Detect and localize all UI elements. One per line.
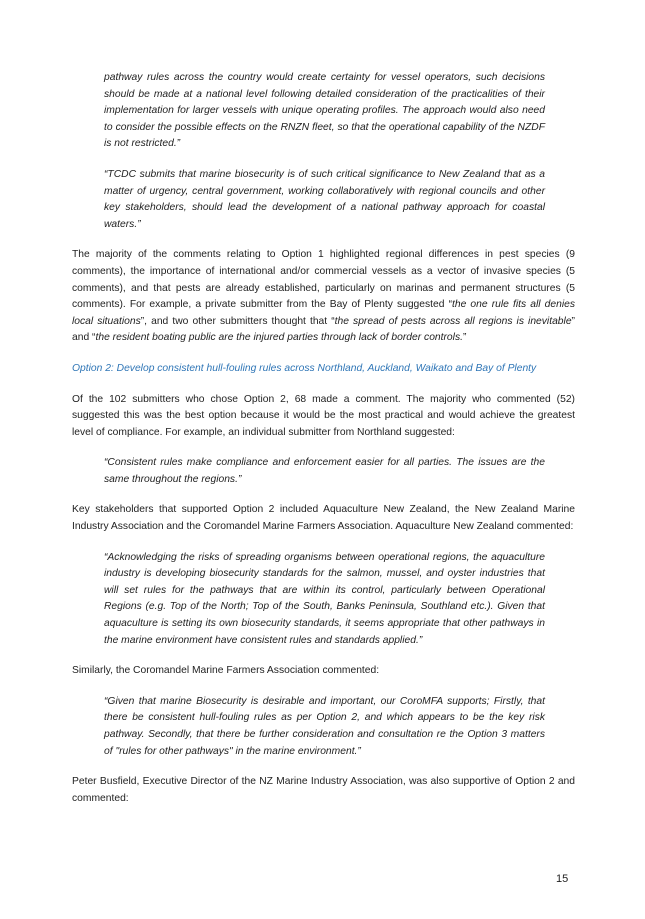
document-page <box>72 70 575 807</box>
page-number: 15 <box>556 873 569 885</box>
italic-quote-run: the one rule fits all denies local situations <box>72 299 575 327</box>
paragraph-coromandel-intro: Similarly, the Coromandel Marine Farmers Association commented: <box>72 665 380 677</box>
text-run: ” and “ <box>72 315 575 344</box>
paragraph-peter-busfield: Peter Busfield, Executive Director of the NZ Marine Industry Association, was also supportive of Option 2 and commented: <box>72 776 575 804</box>
quote-nzdf: pathway rules across the country would create certainty for vessel operators, such decisions should be made at a national level following detailed consideration of the practicalities of their implementation for larger vessels with unique operating profiles. The approach would also need to consider the possible effects on the RNZN fleet, so that the operational capability of the NZDF is not restricted.” <box>104 72 545 150</box>
text-run: ”, and two other submitters thought that “ <box>140 315 335 327</box>
paragraph-key-stakeholders: Key stakeholders that supported Option 2 included Aquaculture New Zealand, the New Zealand Marine Industry Association and the Coromandel Marine Farmers Association. Aquaculture New Zealand commented: <box>72 504 575 533</box>
text-run: The majority of the comments relating to Option 1 highlighted regional differences in pest species (9 comments), the importance of international and/or commercial vessels as a vector of invasive species (5 comments), and that pests are already established, particularly on marinas and permanent structures (5 comments). For example, a private submitter from the Bay of Plenty suggested “ <box>72 249 575 311</box>
quote-coromandel-mfa: “Given that marine Biosecurity is desirable and important, our CoroMFA supports; Firstly, that there be consistent hull-fouling rules as per Option 2, and which appears to be the key risk pathway. Secondly, that there be further consideration and consultation re the Option 3 matters of "rules for other pathways" in the marine environment.” <box>104 695 545 757</box>
italic-quote-run: the resident boating public are the injured parties through lack of border controls. <box>95 332 463 344</box>
quote-northland-submitter: “Consistent rules make compliance and enforcement easier for all parties. The issues are the same throughout the regions.” <box>104 457 545 485</box>
section-heading-option2: Option 2: Develop consistent hull-fouling rules across Northland, Auckland, Waikato and Bay of Plenty <box>72 362 537 374</box>
quote-aquaculture-nz: “Acknowledging the risks of spreading organisms between operational regions, the aquaculture industry is developing biosecurity standards for the salmon, mussel, and oyster industries that will set rules for the pathways that are within its control, particularly between Operational Regions (e.g. Top of the North; Top of the South, Banks Peninsula, Southland etc.). Given that aquaculture is setting its own biosecurity standards, it seems appropriate that other pathways in the marine environment have consistent rules and standards applied.” <box>104 551 545 646</box>
quote-tcdc: “TCDC submits that marine biosecurity is of such critical significance to New Zealand that as a matter of urgency, central government, working collaboratively with regional councils and other key stakeholders, should lead the development of a national pathway approach for coastal waters.” <box>104 168 545 230</box>
paragraph-option2-summary: Of the 102 submitters who chose Option 2, 68 made a comment. The majority who commented (52) suggested this was the best option because it would be the most practical and would achieve the greatest level of compliance. For example, an individual submitter from Northland suggested: <box>72 393 575 438</box>
text-run: ” <box>462 332 467 344</box>
italic-quote-run: the spread of pests across all regions is inevitable <box>334 315 572 327</box>
paragraph-option1-comments <box>72 247 575 347</box>
